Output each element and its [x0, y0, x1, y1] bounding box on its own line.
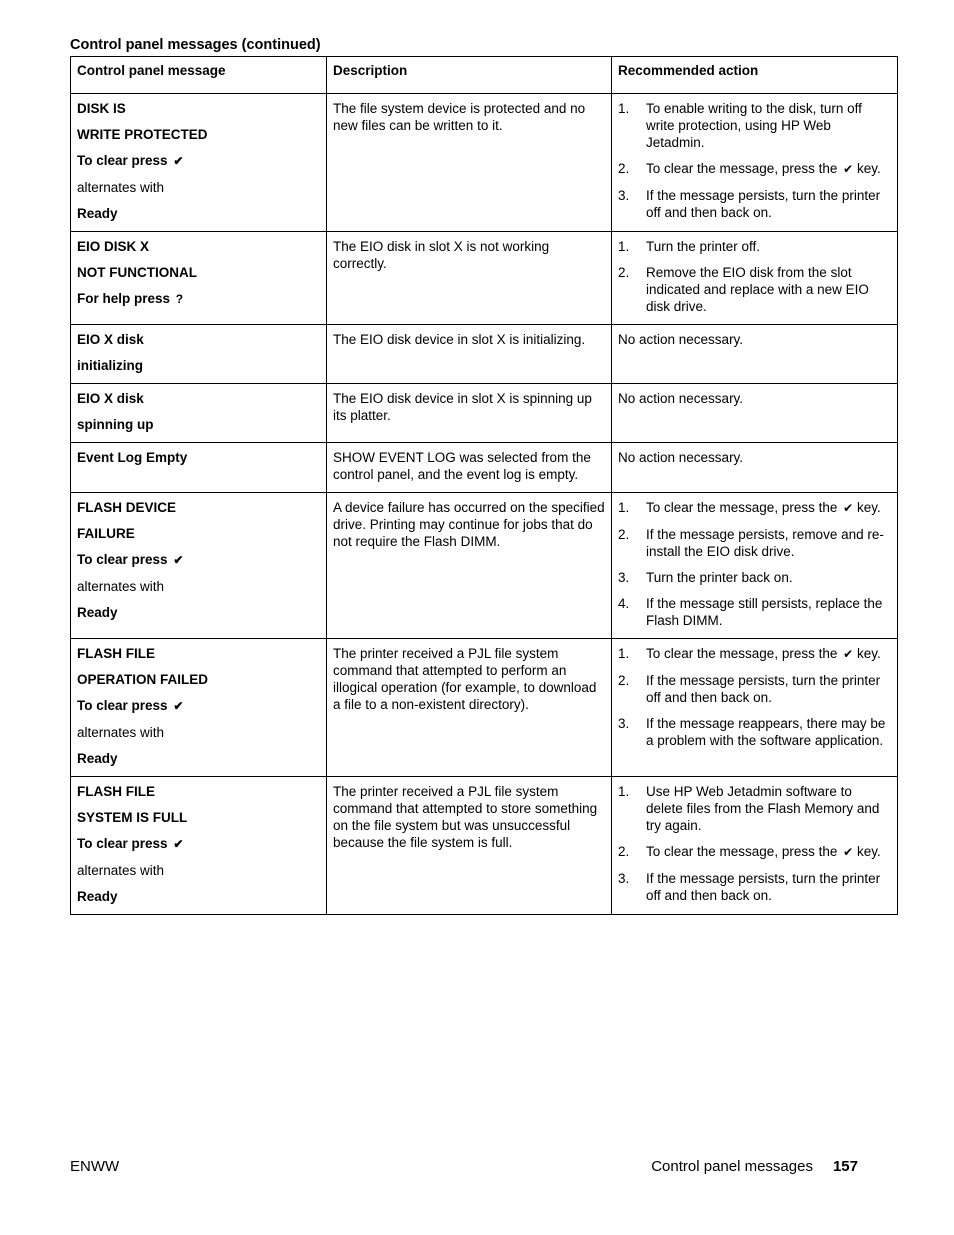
message-text: EIO DISK X — [77, 239, 150, 254]
message-text: To clear press — [77, 698, 168, 713]
section-heading: Control panel messages (continued) — [70, 37, 321, 53]
message-line — [77, 724, 320, 741]
check-icon: ✔ — [843, 647, 854, 661]
message-text: spinning up — [77, 417, 154, 432]
check-icon: ✔ — [843, 845, 854, 859]
table-row — [71, 443, 898, 493]
action-step — [618, 870, 891, 904]
table-header-row — [71, 57, 898, 94]
message-cell — [71, 639, 327, 777]
action-step — [618, 569, 891, 586]
step-number: 1. — [618, 500, 630, 515]
help-icon: ? — [175, 292, 184, 306]
message-text: OPERATION FAILED — [77, 672, 209, 687]
description-cell: The EIO disk in slot X is not working correctly. — [327, 232, 612, 325]
step-number: 2. — [618, 161, 630, 176]
message-line — [77, 205, 320, 222]
message-text: EIO X disk — [77, 391, 144, 406]
check-icon: ✔ — [173, 699, 184, 713]
table-row — [71, 232, 898, 325]
step-text: To clear the message, press the — [646, 500, 838, 515]
message-line — [77, 604, 320, 621]
description-cell: SHOW EVENT LOG was selected from the control panel, and the event log is empty. — [327, 443, 612, 493]
message-line — [77, 238, 320, 255]
step-text-after: key. — [856, 500, 881, 515]
message-text: FLASH FILE — [77, 646, 155, 661]
step-number: 3. — [618, 570, 630, 585]
description-cell: The printer received a PJL file system command that attempted to store something on the file system but was unsuccessful because the file system is full. — [327, 777, 612, 915]
step-text: Remove the EIO disk from the slot indicated and replace with a new EIO disk drive. — [646, 265, 869, 314]
action-step — [618, 160, 891, 178]
step-number: 3. — [618, 188, 630, 203]
description-cell: The EIO disk device in slot X is spinning up its platter. — [327, 384, 612, 443]
message-line — [77, 835, 320, 853]
action-step — [618, 715, 891, 749]
table-body — [71, 94, 898, 915]
message-text: DISK IS — [77, 101, 126, 116]
action-steps — [618, 499, 891, 629]
step-text: To clear the message, press the — [646, 844, 838, 859]
action-steps — [618, 783, 891, 904]
step-number: 3. — [618, 871, 630, 886]
action-cell: No action necessary. — [612, 384, 898, 443]
message-line — [77, 551, 320, 569]
message-text: To clear press — [77, 836, 168, 851]
message-text: FAILURE — [77, 526, 135, 541]
step-text: If the message persists, remove and re-install the EIO disk drive. — [646, 527, 884, 559]
step-text: If the message still persists, replace the Flash DIMM. — [646, 596, 883, 628]
action-step — [618, 645, 891, 663]
check-icon: ✔ — [843, 162, 854, 176]
message-line — [77, 888, 320, 905]
step-number: 2. — [618, 844, 630, 859]
message-line — [77, 750, 320, 767]
step-text: To clear the message, press the — [646, 161, 838, 176]
footer-label: ENWW — [70, 1158, 120, 1175]
message-text: Ready — [77, 605, 118, 620]
action-step — [618, 783, 891, 834]
message-text: For help press — [77, 291, 171, 306]
column-header-message: Control panel message — [71, 57, 327, 94]
action-step — [618, 672, 891, 706]
message-text: Ready — [77, 206, 118, 221]
message-line — [77, 525, 320, 542]
description-cell: The printer received a PJL file system command that attempted to perform an illogical operation (for example, to download a file to a non-existent directory). — [327, 639, 612, 777]
message-line — [77, 331, 320, 348]
description-cell: The file system device is protected and no new files can be written to it. — [327, 94, 612, 232]
message-line — [77, 645, 320, 662]
action-step — [618, 499, 891, 517]
column-header-description: Description — [327, 57, 612, 94]
message-text: alternates with — [77, 863, 165, 878]
message-line — [77, 671, 320, 688]
message-line — [77, 809, 320, 826]
message-text: SYSTEM IS FULL — [77, 810, 188, 825]
message-text: To clear press — [77, 552, 168, 567]
message-text: WRITE PROTECTED — [77, 127, 208, 142]
message-line — [77, 862, 320, 879]
message-text: EIO X disk — [77, 332, 144, 347]
step-text: To enable writing to the disk, turn off write protection, using HP Web Jetadmin. — [646, 101, 862, 150]
action-step — [618, 595, 891, 629]
step-number: 2. — [618, 527, 630, 542]
message-cell — [71, 384, 327, 443]
message-line — [77, 264, 320, 281]
message-text: FLASH FILE — [77, 784, 155, 799]
message-cell — [71, 443, 327, 493]
action-step — [618, 264, 891, 315]
message-text: Ready — [77, 889, 118, 904]
step-text-after: key. — [856, 646, 881, 661]
message-text: Ready — [77, 751, 118, 766]
description-cell: A device failure has occurred on the specified drive. Printing may continue for jobs that do not require the Flash DIMM. — [327, 493, 612, 639]
step-text: If the message persists, turn the printer off and then back on. — [646, 188, 881, 220]
action-cell — [612, 94, 898, 232]
step-number: 1. — [618, 784, 630, 799]
step-text: If the message persists, turn the printer off and then back on. — [646, 673, 881, 705]
step-text: Use HP Web Jetadmin software to delete files from the Flash Memory and try again. — [646, 784, 880, 833]
page-number: 157 — [832, 1158, 858, 1175]
step-number: 2. — [618, 265, 630, 280]
table-row — [71, 777, 898, 915]
check-icon: ✔ — [173, 154, 184, 168]
table-row — [71, 384, 898, 443]
message-line — [77, 416, 320, 433]
table-row — [71, 325, 898, 384]
message-line — [77, 697, 320, 715]
action-steps — [618, 645, 891, 749]
step-number: 2. — [618, 673, 630, 688]
message-line — [77, 152, 320, 170]
message-text: NOT FUNCTIONAL — [77, 265, 197, 280]
step-number: 1. — [618, 101, 630, 116]
action-cell — [612, 777, 898, 915]
description-cell: The EIO disk device in slot X is initializing. — [327, 325, 612, 384]
message-line — [77, 390, 320, 407]
step-number: 3. — [618, 716, 630, 731]
message-text: initializing — [77, 358, 143, 373]
table-row — [71, 493, 898, 639]
footer-right — [651, 1158, 858, 1175]
message-line — [77, 357, 320, 374]
column-header-action: Recommended action — [612, 57, 898, 94]
check-icon: ✔ — [173, 837, 184, 851]
message-line — [77, 499, 320, 516]
message-text: Event Log Empty — [77, 450, 188, 465]
step-number: 1. — [618, 646, 630, 661]
step-text-after: key. — [856, 844, 881, 859]
step-text: If the message persists, turn the printer off and then back on. — [646, 871, 881, 903]
message-text: To clear press — [77, 153, 168, 168]
action-step — [618, 238, 891, 255]
footer-section: Control panel messages — [651, 1158, 813, 1175]
step-text-after: key. — [856, 161, 881, 176]
action-cell — [612, 232, 898, 325]
step-text: If the message reappears, there may be a problem with the software application. — [646, 716, 886, 748]
action-cell: No action necessary. — [612, 443, 898, 493]
step-text: Turn the printer off. — [646, 239, 761, 254]
action-step — [618, 526, 891, 560]
table-row — [71, 639, 898, 777]
message-line — [77, 449, 320, 466]
action-step — [618, 843, 891, 861]
table-row — [71, 94, 898, 232]
message-cell — [71, 94, 327, 232]
step-text: To clear the message, press the — [646, 646, 838, 661]
message-line — [77, 783, 320, 800]
step-number: 4. — [618, 596, 630, 611]
step-number: 1. — [618, 239, 630, 254]
message-line — [77, 179, 320, 196]
message-text: alternates with — [77, 180, 165, 195]
message-line — [77, 578, 320, 595]
message-line — [77, 126, 320, 143]
check-icon: ✔ — [173, 553, 184, 567]
message-line — [77, 290, 320, 308]
message-cell — [71, 777, 327, 915]
message-text: alternates with — [77, 725, 165, 740]
action-cell — [612, 639, 898, 777]
message-text: FLASH DEVICE — [77, 500, 177, 515]
action-cell — [612, 493, 898, 639]
action-steps — [618, 100, 891, 221]
action-cell: No action necessary. — [612, 325, 898, 384]
action-step — [618, 187, 891, 221]
action-step — [618, 100, 891, 151]
message-line — [77, 100, 320, 117]
check-icon: ✔ — [843, 501, 854, 515]
action-steps — [618, 238, 891, 315]
message-text: alternates with — [77, 579, 165, 594]
step-text: Turn the printer back on. — [646, 570, 793, 585]
message-cell — [71, 325, 327, 384]
message-cell — [71, 493, 327, 639]
messages-table — [70, 56, 898, 915]
message-cell — [71, 232, 327, 325]
